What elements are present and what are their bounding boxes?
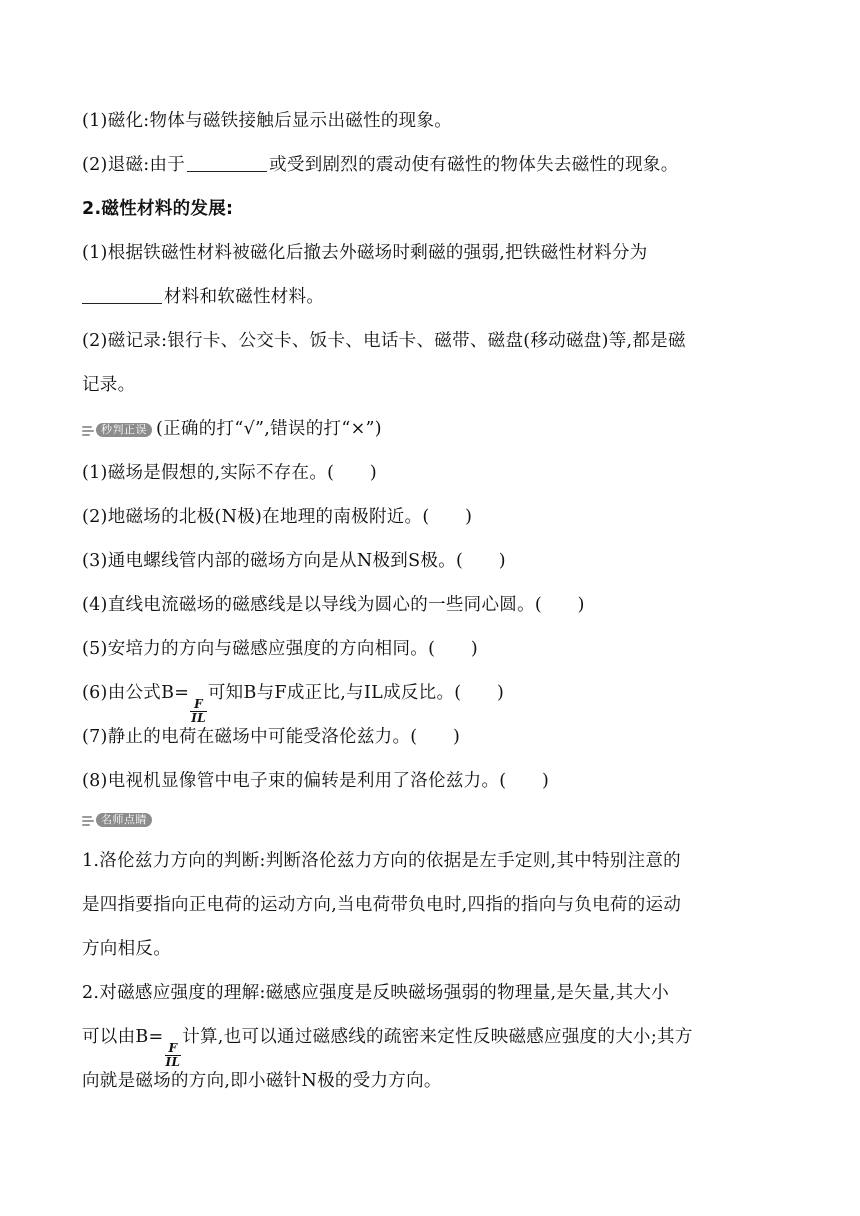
judge-instruction: (正确的打“√”,错误的打“×”): [156, 419, 382, 439]
fraction-denominator: IL: [165, 1055, 181, 1069]
formula-fraction: [190, 698, 207, 725]
tips-p2-line2: [82, 1024, 782, 1069]
tips-p2-line3: 向就是磁场的方向,即小磁针N极的受力方向。: [82, 1071, 442, 1091]
judge-question-4: (4)直线电流磁场的磁感线是以导线为圆心的一些同心圆。( ): [82, 595, 585, 615]
judge-question-6-prefix: (6)由公式B=: [82, 683, 190, 703]
judge-question-8: (8)电视机显像管中电子束的偏转是利用了洛伦兹力。( ): [82, 771, 550, 791]
tips-p1-line1: 1.洛伦兹力方向的判断:判断洛伦兹力方向的依据是左手定则,其中特别注意的: [82, 851, 681, 871]
fraction-numerator: F: [194, 697, 203, 711]
fill-blank-2[interactable]: [82, 285, 162, 304]
section-heading-materials: 2.磁性材料的发展:: [82, 199, 234, 219]
judge-question-7: (7)静止的电荷在磁场中可能受洛伦兹力。( ): [82, 727, 461, 747]
tips-p1-line2: 是四指要指向正电荷的运动方向,当电荷带负电时,四指的指向与负电荷的运动: [82, 895, 682, 915]
judge-question-5: (5)安培力的方向与磁感应强度的方向相同。( ): [82, 639, 478, 659]
fraction-denominator: IL: [191, 711, 206, 725]
materials-item2-line1: (2)磁记录:银行卡、公交卡、饭卡、电话卡、磁带、磁盘(移动磁盘)等,都是磁: [82, 331, 686, 351]
tips-tag-label: 名师点睛: [96, 813, 152, 827]
tips-p2-line1: 2.对磁感应强度的理解:磁感应强度是反映磁场强弱的物理量,是矢量,其大小: [82, 983, 670, 1003]
lines-icon: [82, 815, 94, 825]
materials-item2-line2: 记录。: [82, 375, 136, 395]
judge-header: [82, 416, 782, 442]
demagnetization-item: [82, 152, 782, 178]
materials-item1-suffix: 材料和软磁性材料。: [164, 287, 325, 307]
magnetization-item: (1)磁化:物体与磁铁接触后显示出磁性的现象。: [82, 111, 453, 131]
demagnetization-suffix: 或受到剧烈的震动使有磁性的物体失去磁性的现象。: [269, 155, 679, 175]
document-page: [82, 108, 782, 1094]
tips-p2-suffix: 计算,也可以通过磁感线的疏密来定性反映磁感应强度的大小;其方: [182, 1027, 693, 1047]
tips-p2-prefix: 可以由B=: [82, 1027, 164, 1047]
formula-fraction: [165, 1042, 182, 1069]
judge-question-6-suffix: 可知B与F成正比,与IL成反比。( ): [207, 683, 505, 703]
judge-question-2: (2)地磁场的北极(N极)在地理的南极附近。( ): [82, 507, 473, 527]
judge-tag-label: 秒判正误: [96, 423, 152, 437]
judge-question-1: (1)磁场是假想的,实际不存在。( ): [82, 463, 378, 483]
tips-tag: [82, 813, 152, 827]
lines-icon: [82, 425, 94, 435]
demagnetization-prefix: (2)退磁:由于: [82, 155, 186, 175]
materials-item1-line2: [82, 284, 782, 310]
judge-question-3: (3)通电螺线管内部的磁场方向是从N极到S极。( ): [82, 551, 506, 571]
judge-question-6: [82, 680, 782, 725]
tips-header: [82, 806, 782, 832]
fill-blank-1[interactable]: [187, 153, 267, 172]
materials-item1-line1: (1)根据铁磁性材料被磁化后撤去外磁场时剩磁的强弱,把铁磁性材料分为: [82, 243, 648, 263]
judge-tag: [82, 423, 152, 437]
fraction-numerator: F: [168, 1041, 178, 1055]
tips-p1-line3: 方向相反。: [82, 939, 171, 959]
